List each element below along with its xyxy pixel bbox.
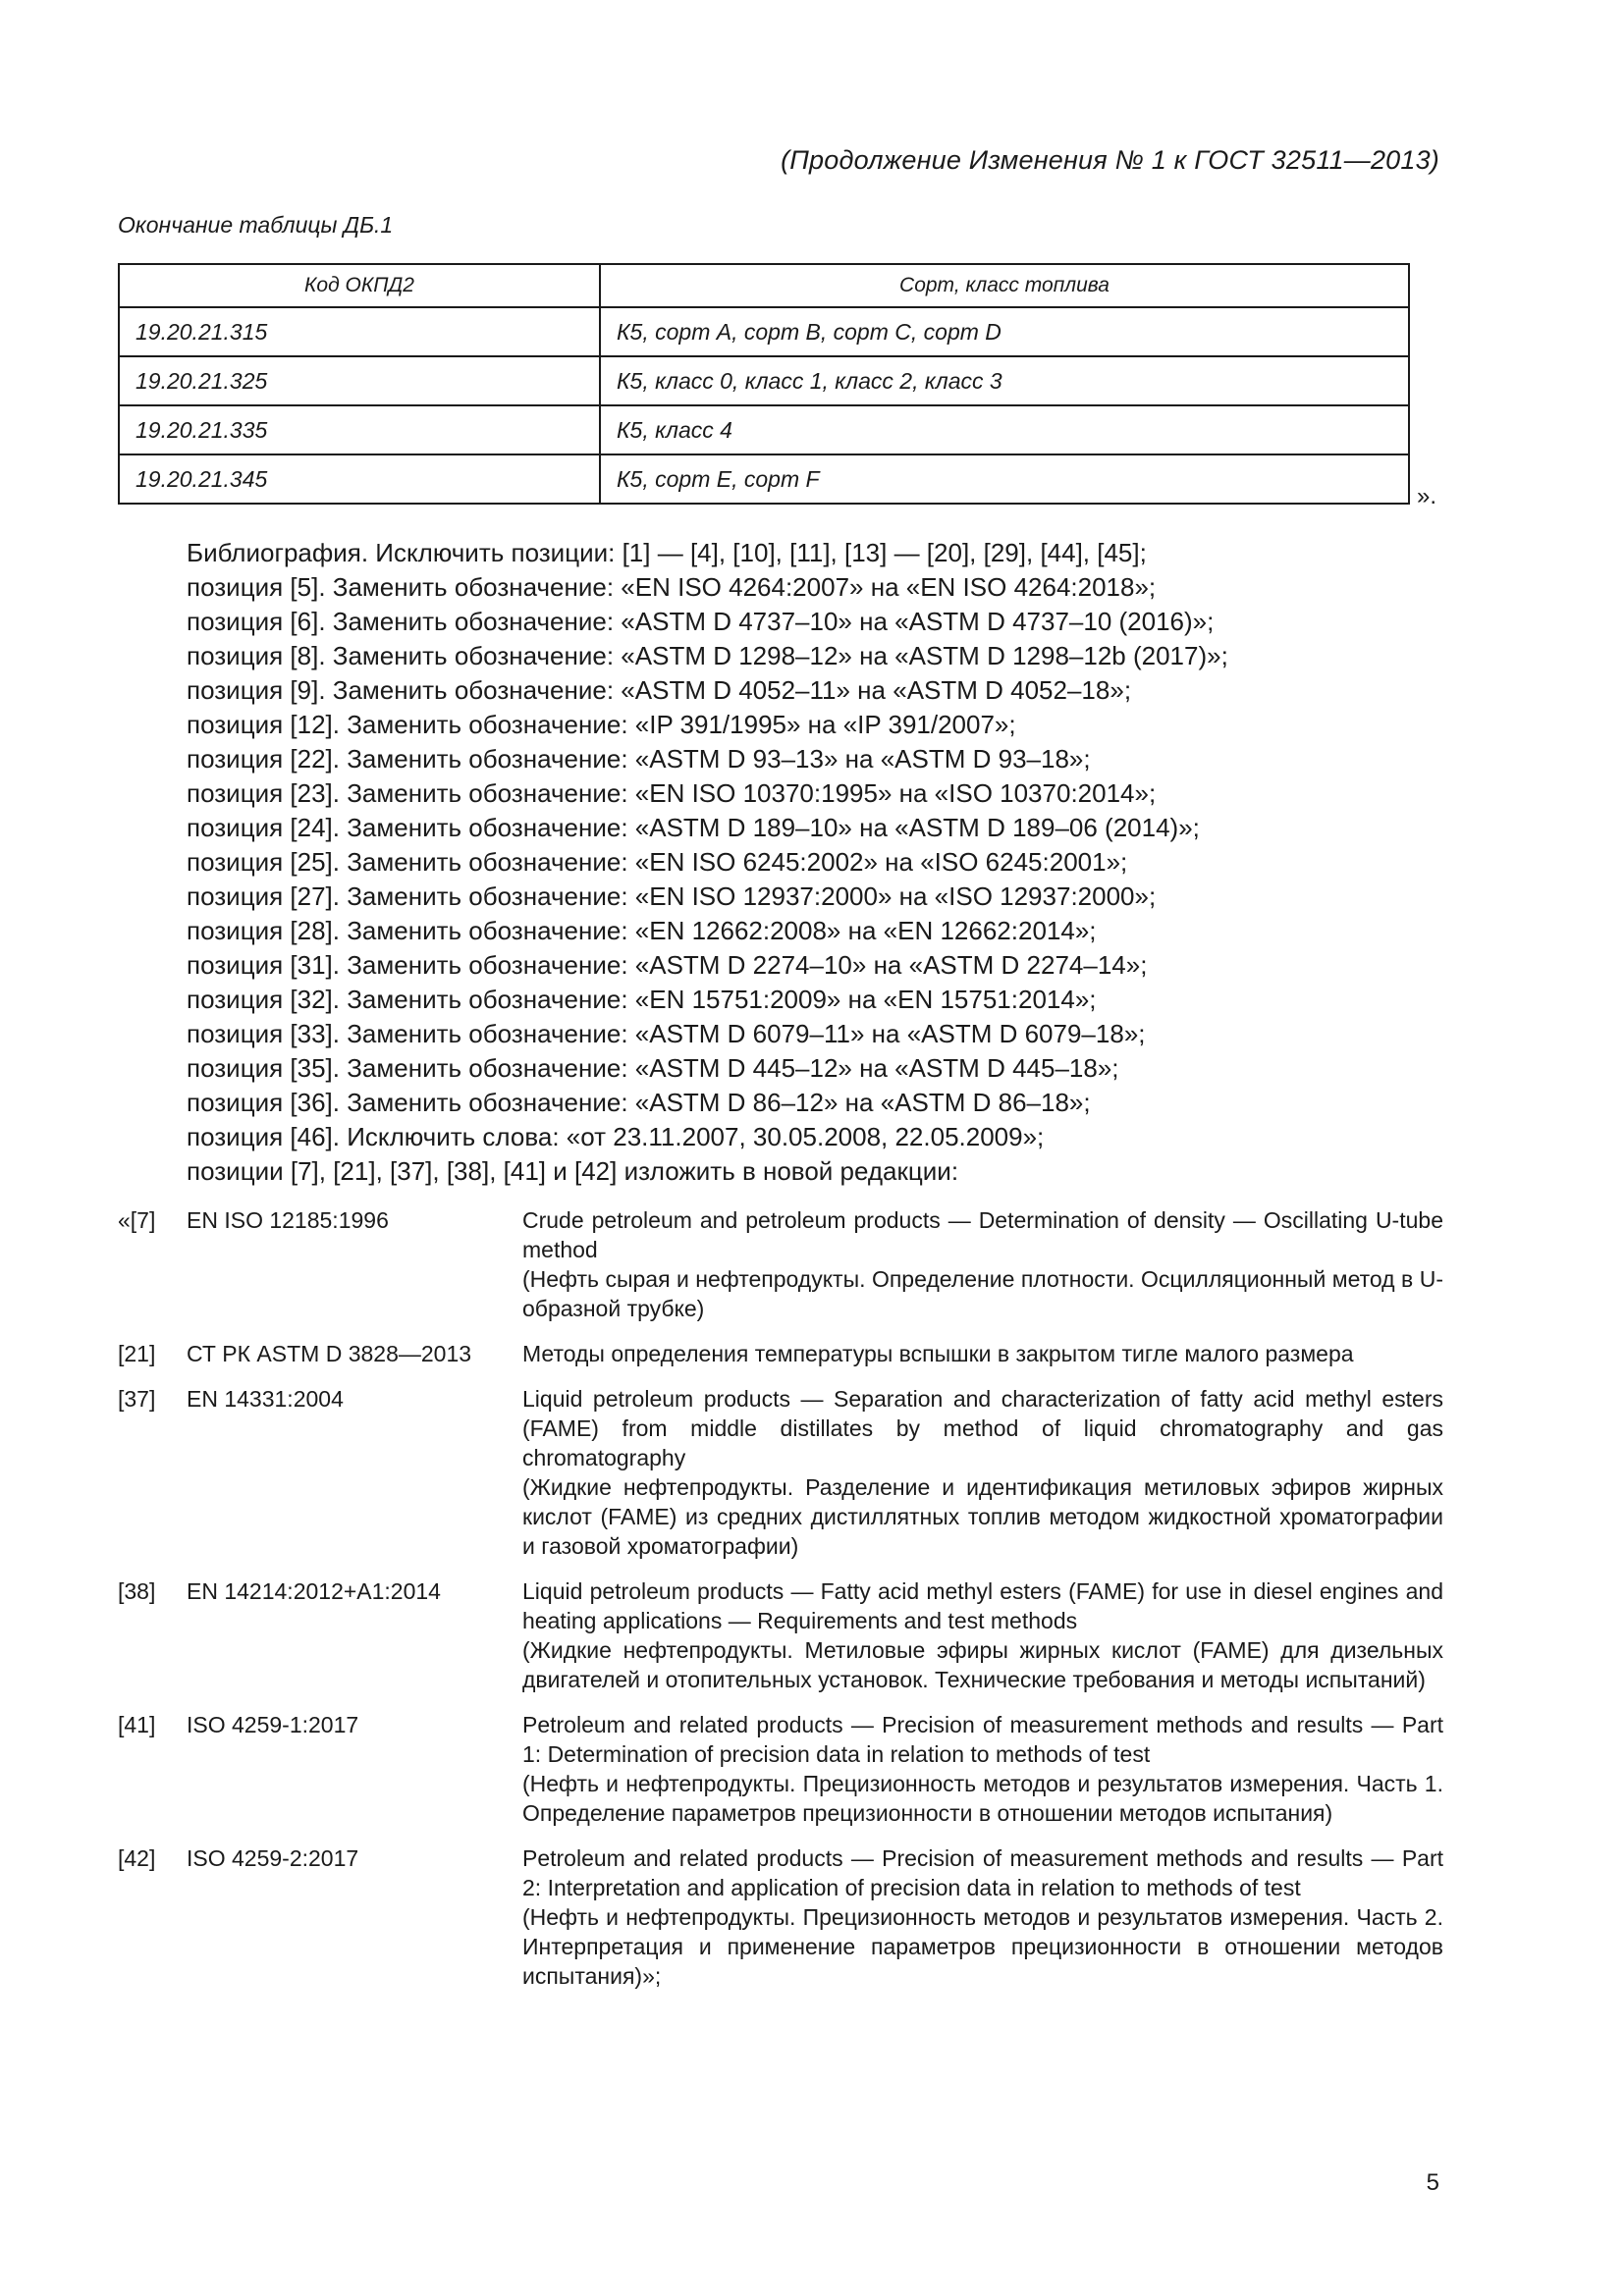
reference-description [522, 1576, 1443, 1694]
bib-line: позиция [33]. Заменить обозначение: «ASTM D 6079–11» на «ASTM D 6079–18»; [187, 1019, 1146, 1048]
column-header-grade: Сорт, класс топлива [600, 264, 1409, 307]
reference-title-translation: (Нефть и нефтепродукты. Прецизионность методов и результатов измерения. Часть 2. Интерпретация и применение параметров прецизионности в отношении методов испытания)»; [522, 1904, 1443, 1989]
bib-line: позиция [46]. Исключить слова: «от 23.11.2007, 30.05.2008, 22.05.2009»; [187, 1122, 1045, 1151]
reference-description [522, 1710, 1443, 1828]
bib-line: позиция [36]. Заменить обозначение: «ASTM D 86–12» на «ASTM D 86–18»; [187, 1088, 1091, 1117]
reference-title: Crude petroleum and petroleum products — Determination of density — Oscillating U-tube method [522, 1207, 1443, 1262]
reference-description [522, 1205, 1443, 1323]
cell-grade: К5, сорт А, сорт В, сорт С, сорт D [600, 307, 1409, 356]
reference-number: [38] [118, 1578, 156, 1604]
reference-item [118, 1205, 1443, 1323]
reference-title: Petroleum and related products — Precision of measurement methods and results — Part 2: Interpretation and application of precision data in relation to methods of test [522, 1845, 1443, 1900]
cell-code: 19.20.21.325 [119, 356, 600, 405]
reference-title-translation: (Жидкие нефтепродукты. Разделение и идентификация метиловых эфиров жирных кислот (FAME) из средних дистиллятных топлив методом жидкостной хроматографии и газовой хроматографии) [522, 1474, 1443, 1559]
table-row [119, 356, 1409, 405]
cell-grade: К5, класс 0, класс 1, класс 2, класс 3 [600, 356, 1409, 405]
bib-line: позиция [28]. Заменить обозначение: «EN 12662:2008» на «EN 12662:2014»; [187, 916, 1097, 945]
reference-title-translation: (Жидкие нефтепродукты. Метиловые эфиры жирных кислот (FAME) для дизельных двигателей и отопительных установок. Технические требования и методы испытаний) [522, 1637, 1443, 1692]
reference-title: Liquid petroleum products — Separation and characterization of fatty acid methyl esters (FAME) from middle distillates by method of liquid chromatography and gas chromatography [522, 1386, 1443, 1470]
bib-line: позиция [32]. Заменить обозначение: «EN 15751:2009» на «EN 15751:2014»; [187, 985, 1097, 1014]
bib-line: позиция [31]. Заменить обозначение: «ASTM D 2274–10» на «ASTM D 2274–14»; [187, 950, 1148, 980]
reference-description [522, 1384, 1443, 1561]
running-header: (Продолжение Изменения № 1 к ГОСТ 32511—2013) [781, 145, 1439, 175]
reference-number: «[7] [118, 1207, 156, 1233]
reference-item [118, 1710, 1443, 1828]
reference-code: EN 14214:2012+A1:2014 [187, 1578, 441, 1604]
cell-grade: К5, класс 4 [600, 405, 1409, 454]
table-row [119, 454, 1409, 504]
cell-code: 19.20.21.315 [119, 307, 600, 356]
reference-number: [21] [118, 1341, 156, 1366]
bib-line: позиция [5]. Заменить обозначение: «EN ISO 4264:2007» на «EN ISO 4264:2018»; [187, 572, 1157, 602]
bib-line: позиция [23]. Заменить обозначение: «EN ISO 10370:1995» на «ISO 10370:2014»; [187, 778, 1157, 808]
bibliography-changes [187, 536, 1443, 1189]
reference-item [118, 1384, 1443, 1561]
bib-line: позиция [35]. Заменить обозначение: «ASTM D 445–12» на «ASTM D 445–18»; [187, 1053, 1119, 1083]
reference-item [118, 1843, 1443, 1991]
reference-code: EN ISO 12185:1996 [187, 1207, 389, 1233]
reference-code: СТ РК ASTM D 3828—2013 [187, 1341, 472, 1366]
table-closing-mark: ». [1417, 483, 1437, 509]
bib-line: позиция [24]. Заменить обозначение: «ASTM D 189–10» на «ASTM D 189–06 (2014)»; [187, 813, 1200, 842]
table-row [119, 405, 1409, 454]
okpd2-table [118, 263, 1410, 505]
reference-number: [41] [118, 1712, 156, 1737]
table-row [119, 307, 1409, 356]
column-header-code: Код ОКПД2 [119, 264, 600, 307]
reference-code: EN 14331:2004 [187, 1386, 344, 1412]
bib-line: позиция [27]. Заменить обозначение: «EN ISO 12937:2000» на «ISO 12937:2000»; [187, 881, 1157, 911]
reference-description [522, 1339, 1443, 1368]
reference-item [118, 1339, 1443, 1368]
reference-number: [37] [118, 1386, 156, 1412]
reference-code: ISO 4259-1:2017 [187, 1712, 359, 1737]
reference-title-translation: (Нефть сырая и нефтепродукты. Определение плотности. Осцилляционный метод в U-образной трубке) [522, 1266, 1443, 1321]
bib-line: позиция [25]. Заменить обозначение: «EN ISO 6245:2002» на «ISO 6245:2001»; [187, 847, 1128, 877]
page-number: 5 [1426, 2169, 1439, 2196]
reference-list [118, 1205, 1443, 2006]
reference-title: Методы определения температуры вспышки в закрытом тигле малого размера [522, 1341, 1354, 1366]
reference-item [118, 1576, 1443, 1694]
bib-line: позиции [7], [21], [37], [38], [41] и [42] изложить в новой редакции: [187, 1156, 959, 1186]
reference-title-translation: (Нефть и нефтепродукты. Прецизионность методов и результатов измерения. Часть 1. Определение параметров прецизионности в отношении методов испытания) [522, 1771, 1443, 1826]
reference-description [522, 1843, 1443, 1991]
bib-line: позиция [6]. Заменить обозначение: «ASTM D 4737–10» на «ASTM D 4737–10 (2016)»; [187, 607, 1215, 636]
cell-grade: К5, сорт Е, сорт F [600, 454, 1409, 504]
bib-line: позиция [12]. Заменить обозначение: «IP 391/1995» на «IP 391/2007»; [187, 710, 1016, 739]
table-header-row [119, 264, 1409, 307]
cell-code: 19.20.21.335 [119, 405, 600, 454]
bib-line: позиция [9]. Заменить обозначение: «ASTM D 4052–11» на «ASTM D 4052–18»; [187, 675, 1132, 705]
bib-line: позиция [22]. Заменить обозначение: «ASTM D 93–13» на «ASTM D 93–18»; [187, 744, 1091, 774]
reference-number: [42] [118, 1845, 156, 1871]
reference-title: Liquid petroleum products — Fatty acid methyl esters (FAME) for use in diesel engines and heating applications — Requirements and test methods [522, 1578, 1443, 1633]
table-caption: Окончание таблицы ДБ.1 [118, 212, 394, 238]
cell-code: 19.20.21.345 [119, 454, 600, 504]
reference-code: ISO 4259-2:2017 [187, 1845, 359, 1871]
bib-line: позиция [8]. Заменить обозначение: «ASTM D 1298–12» на «ASTM D 1298–12b (2017)»; [187, 641, 1228, 670]
bib-line: Библиография. Исключить позиции: [1] — [4], [10], [11], [13] — [20], [29], [44], [45]; [187, 538, 1147, 567]
reference-title: Petroleum and related products — Precision of measurement methods and results — Part 1: Determination of precision data in relation to methods of test [522, 1712, 1443, 1767]
